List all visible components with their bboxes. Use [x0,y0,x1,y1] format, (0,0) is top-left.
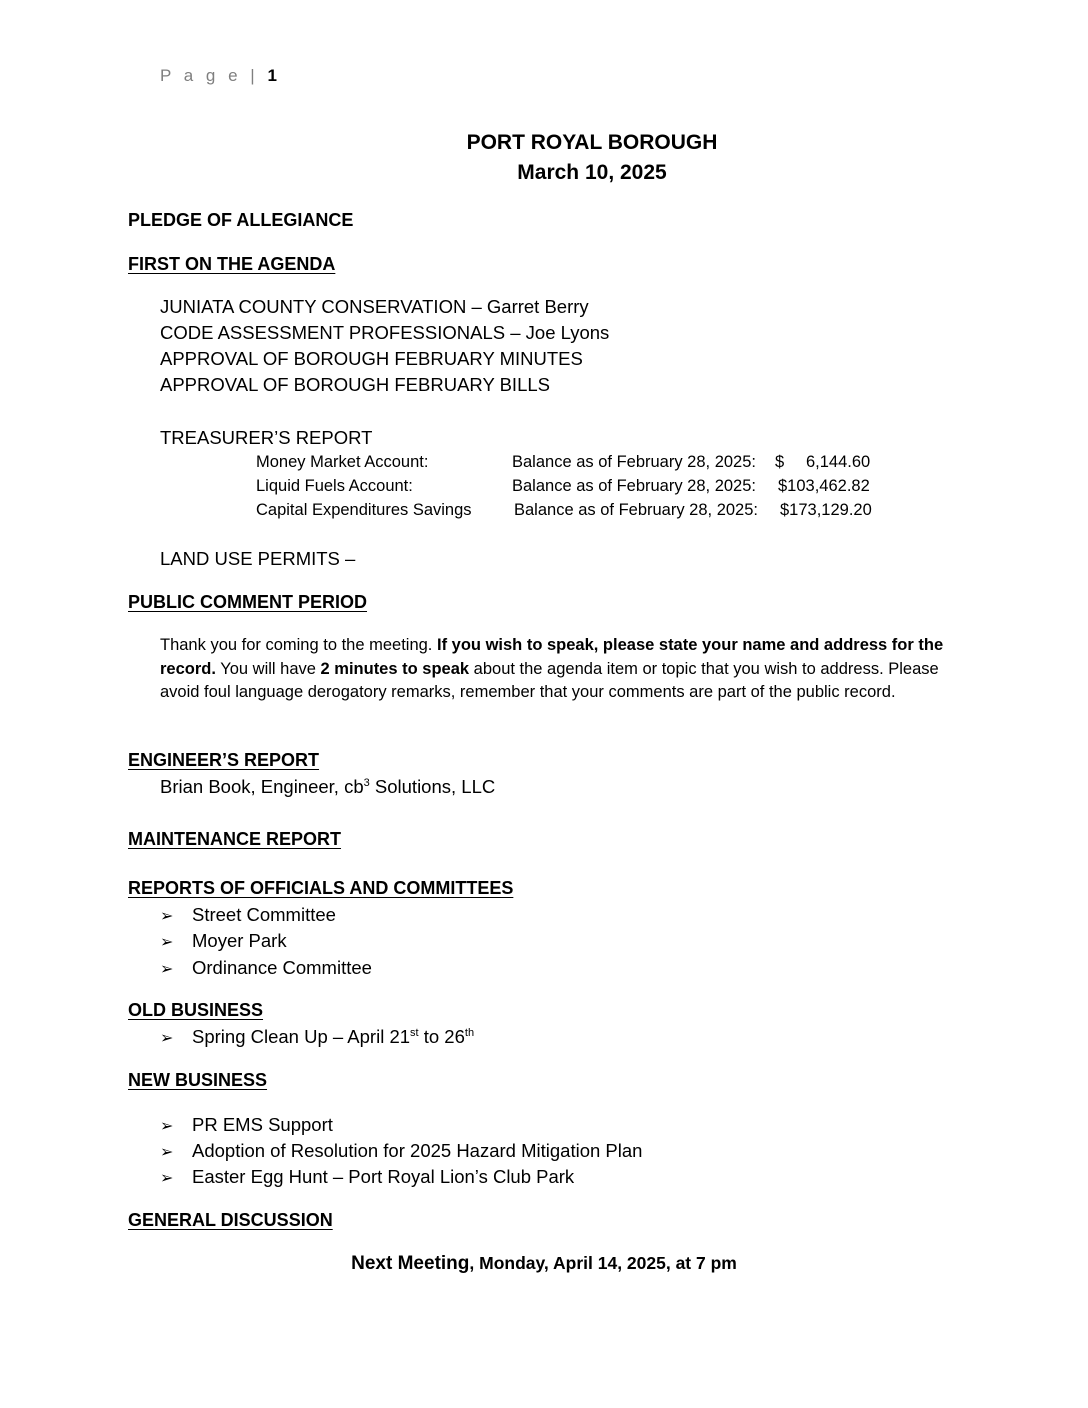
maintenance-heading: MAINTENANCE REPORT [128,829,342,849]
general-discussion-heading: GENERAL DISCUSSION [128,1210,333,1230]
arrow-bullet-icon: ➢ [160,1030,174,1047]
list-item: ➢ Adoption of Resolution for 2025 Hazard Mitigation Plan [160,1140,643,1161]
arrow-bullet-icon: ➢ [160,908,174,925]
arrow-bullet-icon: ➢ [160,1118,174,1135]
list-item: ➢ Easter Egg Hunt – Port Royal Lion’s Club Park [160,1166,575,1187]
engineer-name: Brian Book, Engineer, $cb^3$ Solutions, LLC [160,776,496,797]
agenda-item: JUNIATA COUNTY CONSERVATION – Garret Berry [160,296,589,317]
list-item: ➢ Spring Clean Up – April 21st to 26th [160,1026,475,1047]
account-balance-label: Balance as of February 28, 2025: [512,453,756,471]
document-title: PORT ROYAL BOROUGH [466,131,718,154]
list-item: ➢ PR EMS Support [160,1114,333,1135]
page-number: P a g e | 1 [160,66,277,85]
treasurer-heading: TREASURER’S REPORT [160,427,373,448]
list-item: ➢ Ordinance Committee [160,957,372,978]
agenda-item: APPROVAL OF BOROUGH FEBRUARY BILLS [160,374,550,395]
account-name: Money Market Account: [256,453,429,471]
first-agenda-heading: FIRST ON THE AGENDA [128,254,336,274]
account-amount: $103,462.82 [778,477,870,495]
pledge-heading: PLEDGE OF ALLEGIANCE [128,210,354,230]
account-balance-label: Balance as of February 28, 2025: [514,501,758,519]
arrow-bullet-icon: ➢ [160,961,174,978]
old-business-heading: OLD BUSINESS [128,1000,264,1020]
arrow-bullet-icon: ➢ [160,934,174,951]
account-amount: $173,129.20 [780,501,872,519]
arrow-bullet-icon: ➢ [160,1144,174,1161]
land-use-permits: LAND USE PERMITS – [160,548,356,569]
engineer-heading: ENGINEER’S REPORT [128,750,320,770]
public-comment-heading: PUBLIC COMMENT PERIOD [128,592,368,612]
reports-heading: REPORTS OF OFFICIALS AND COMMITTEES [128,878,514,898]
agenda-item: CODE ASSESSMENT PROFESSIONALS – Joe Lyons [160,322,610,343]
account-dollar-sign: $ [775,453,785,471]
list-item: ➢ Street Committee [160,904,336,925]
account-balance-label: Balance as of February 28, 2025: [512,477,756,495]
arrow-bullet-icon: ➢ [160,1170,174,1187]
list-item: ➢ Moyer Park [160,930,287,951]
document-date: March 10, 2025 [517,161,667,184]
account-amount: 6,144.60 [806,453,871,471]
new-business-heading: NEW BUSINESS [128,1070,268,1090]
account-name: Capital Expenditures Savings [256,501,472,519]
account-name: Liquid Fuels Account: [256,477,413,495]
agenda-item: APPROVAL OF BOROUGH FEBRUARY MINUTES [160,348,583,369]
next-meeting: Next Meeting, Monday, April 14, 2025, at 7 pm [351,1253,737,1274]
public-comment-text: Thank you for coming to the meeting. If you wish to speak, please state your name and address for the record. You will have 2 minutes to speak about the agenda item or topic that you wish to address. Please avoid foul language derogatory remarks, remember that your comments are part of the public record. [160,636,944,701]
